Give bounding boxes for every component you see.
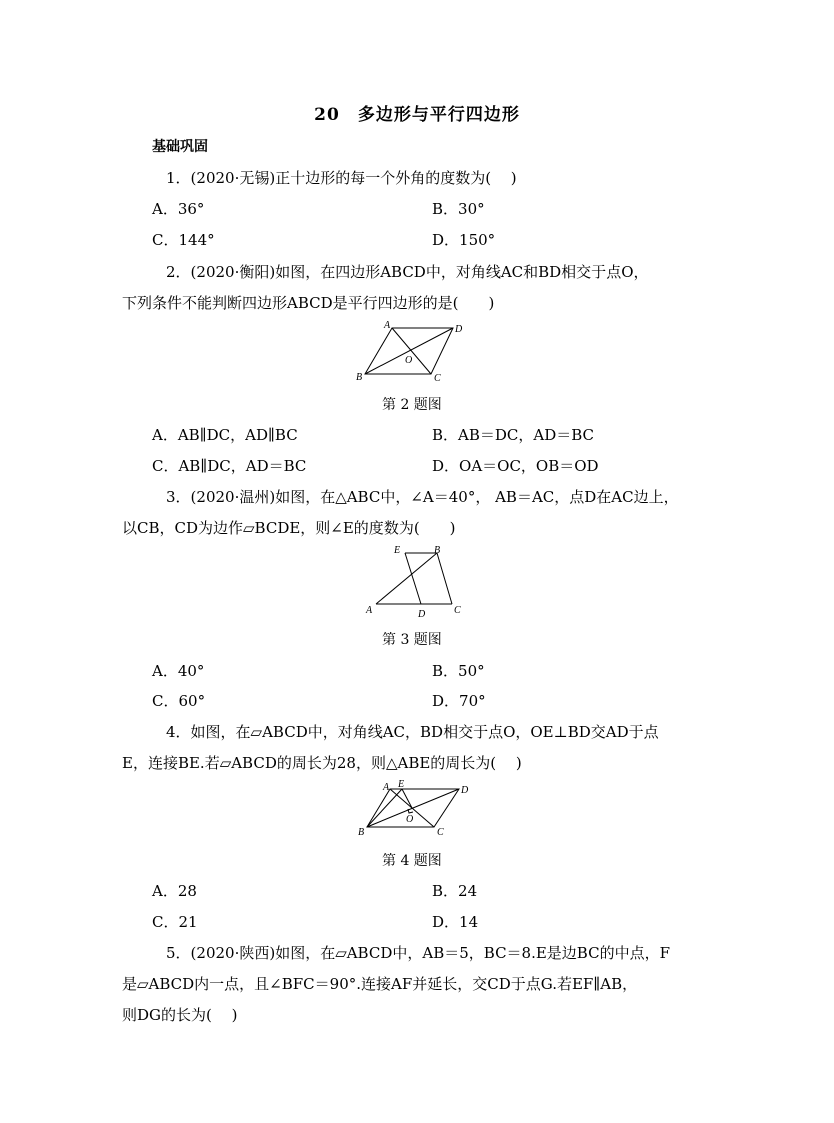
- q2-option-b: B．AB＝DC，AD＝BC: [432, 426, 595, 444]
- q3-label-d: D: [418, 609, 426, 620]
- q4-option-d: D．14: [432, 913, 479, 931]
- question-3-line-1: 3．(2020·温州)如图，在△ABC中，∠A＝40°， AB＝AC，点D在AC边上，: [166, 488, 679, 506]
- q4-label-e: E: [398, 779, 405, 790]
- question-5-line-3: 则DG的长为( ): [122, 1006, 238, 1024]
- q4-option-b: B．24: [432, 882, 478, 900]
- page-title: 20 多边形与平行四边形: [314, 105, 520, 125]
- q4-label-b: B: [358, 827, 365, 838]
- q1-option-a: A．36°: [152, 200, 205, 218]
- q3-label-c: C: [454, 605, 461, 616]
- q2-label-a: A: [384, 320, 391, 331]
- q2-option-a: A．AB∥DC，AD∥BC: [152, 426, 298, 444]
- q3-option-a: A．40°: [152, 662, 205, 680]
- q2-label-c: C: [434, 373, 441, 384]
- question-2-line-1: 2．(2020·衡阳)如图，在四边形ABCD中，对角线AC和BD相交于点O，: [166, 263, 649, 281]
- question-5-line-1: 5．(2020·陕西)如图，在▱ABCD中，AB＝5，BC＝8.E是边BC的中点，F: [166, 944, 670, 962]
- q4-option-a: A．28: [152, 882, 197, 900]
- q2-label-o: O: [405, 355, 413, 366]
- q1-option-c: C．144°: [152, 231, 215, 249]
- q1-option-d: D．150°: [432, 231, 496, 249]
- q2-option-d: D．OA＝OC，OB＝OD: [432, 457, 599, 475]
- question-1-stem: 1．(2020·无锡)正十边形的每一个外角的度数为( ): [166, 169, 517, 187]
- q3-option-b: B．50°: [432, 662, 485, 680]
- q3-option-d: D．70°: [432, 692, 486, 710]
- q4-parallelogram-figure: [352, 778, 472, 842]
- q2-option-c: C．AB∥DC，AD＝BC: [152, 457, 307, 475]
- q3-label-b: B: [434, 545, 441, 556]
- figure-2-caption: 第 2 题图: [382, 397, 442, 413]
- section-heading: 基础巩固: [152, 139, 208, 155]
- q3-label-a: A: [366, 605, 373, 616]
- q4-label-d: D: [461, 785, 469, 796]
- q4-label-o: O: [406, 814, 414, 825]
- question-4-line-1: 4．如图，在▱ABCD中，对角线AC，BD相交于点O，OE⊥BD交AD于点: [166, 723, 659, 741]
- q3-option-c: C．60°: [152, 692, 206, 710]
- q4-label-c: C: [437, 827, 444, 838]
- figure-3-caption: 第 3 题图: [382, 632, 442, 648]
- q2-parallelogram-figure: [350, 318, 463, 386]
- question-2-line-2: 下列条件不能判断四边形ABCD是平行四边形的是( ): [122, 294, 495, 312]
- question-3-line-2: 以CB，CD为边作▱BCDE，则∠E的度数为( ): [122, 519, 456, 537]
- figure-4-caption: 第 4 题图: [382, 853, 442, 869]
- q1-option-b: B．30°: [432, 200, 485, 218]
- q3-triangle-figure: [360, 543, 470, 621]
- q3-label-e: E: [394, 545, 401, 556]
- q2-label-d: D: [455, 324, 463, 335]
- q4-label-a: A: [383, 782, 390, 793]
- question-4-line-2: E，连接BE.若▱ABCD的周长为28，则△ABE的周长为( ): [122, 754, 522, 772]
- question-5-line-2: 是▱ABCD内一点，且∠BFC＝90°.连接AF并延长，交CD于点G.若EF∥AB，: [122, 975, 638, 993]
- q2-label-b: B: [356, 372, 363, 383]
- q4-option-c: C．21: [152, 913, 198, 931]
